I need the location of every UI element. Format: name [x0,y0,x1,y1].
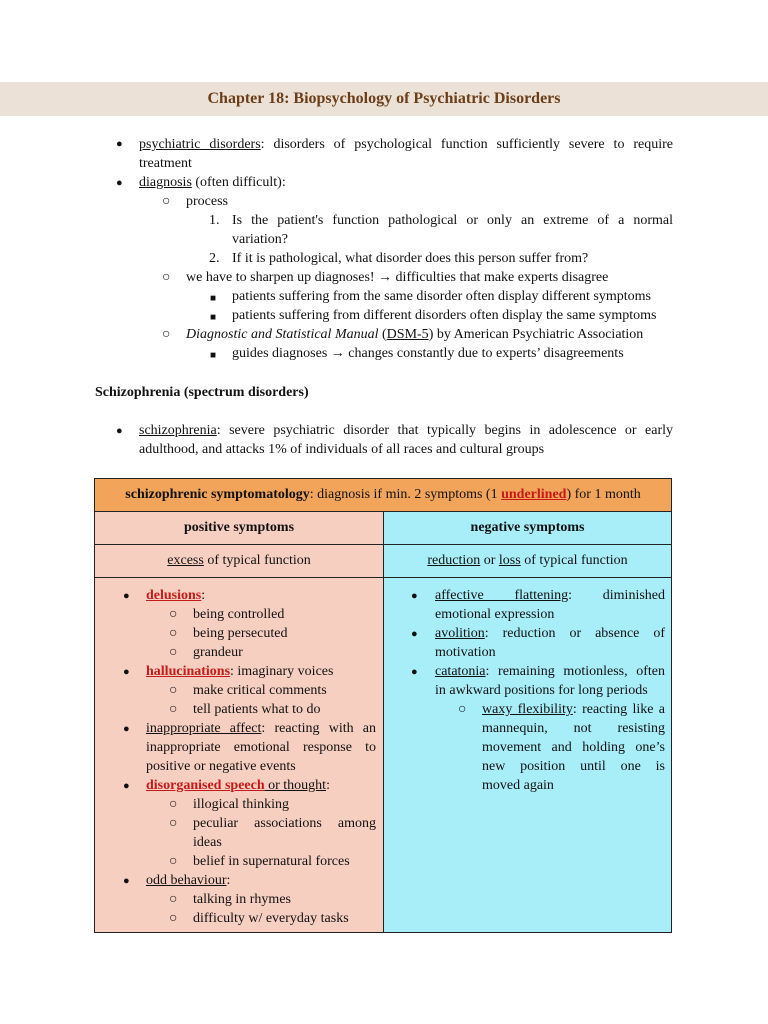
disorganised-supernatural: belief in supernatural forces [193,854,350,869]
reduction-term: reduction [427,553,481,568]
negative-subtitle-rest: of typical function [520,553,628,568]
chapter-title: Chapter 18: Biopsychology of Psychiatric Disorders [207,90,561,107]
symptom-inappropriate-affect [146,719,376,738]
list-item-diagnosis [139,173,286,192]
symptom-catatonia [435,662,665,681]
bullet-disc: ● [116,425,123,437]
negative-symptoms-title: negative symptoms [383,511,672,545]
hallucination-instructions: tell patients what to do [193,702,321,717]
dsm-publisher: ) by American Psychiatric Association [428,327,644,342]
delusion-grandeur: grandeur [193,645,243,660]
symptom-table [94,478,672,933]
waxy-line4: new position until one is [482,759,665,774]
waxy-line3: movement and holding one’s [482,740,665,755]
dsm-paren: ( [378,327,387,342]
term-psychiatric-disorders: psychiatric disorders [139,137,261,152]
bullet-circle: ○ [169,626,178,641]
avolition-desc: : reduction or absence of [484,626,665,641]
catatonia-cont: in awkward positions for long periods [435,683,648,698]
header-underlined-note: underlined [501,487,567,502]
sub-sub-item-dsm-guides: guides diagnoses → changes constantly due to experts’ disagreements [232,346,624,361]
positive-symptoms-cell [94,577,384,933]
bullet-circle: ○ [169,702,178,717]
or-thought-term: or thought [264,778,327,793]
positive-symptoms-title: positive symptoms [94,511,384,545]
chapter-header-bar [0,82,768,116]
term-diagnosis: diagnosis [139,175,192,190]
waxy-flexibility-desc: : reacting like a [572,702,665,717]
symptom-hallucinations [146,662,333,681]
inappropriate-affect-term: inappropriate affect [146,721,262,736]
negative-subtitle [383,544,672,578]
disorganised-associations: peculiar associations among [193,816,376,831]
symptom-odd-behaviour [146,871,230,890]
numbered-item-1-cont: variation? [232,232,288,247]
number-1: 1. [209,213,220,228]
header-criteria: : diagnosis if min. 2 symptoms (1 [309,487,502,502]
bullet-disc: ● [116,138,123,150]
list-item-schizophrenia [139,421,673,440]
definition-continuation: treatment [139,156,192,171]
positive-subtitle-rest: of typical function [203,553,311,568]
waxy-flexibility-term: waxy flexibility [482,702,573,717]
definition-text: : disorders of psychological function sufficiently severe to require [260,137,673,152]
or-word: or [480,553,499,568]
excess-term: excess [167,553,204,568]
loss-term: loss [498,553,521,568]
bullet-circle: ○ [169,645,178,660]
avolition-term: avolition [435,626,485,641]
bullet-circle: ○ [169,854,178,869]
bullet-square: ■ [210,312,217,323]
waxy-line2: mannequin, not resisting [482,721,665,736]
disorganised-associations-cont: ideas [193,835,222,850]
sub-item-process: process [186,194,228,209]
delusion-controlled: being controlled [193,607,285,622]
negative-symptoms-cell [383,577,672,933]
table-header [94,478,672,512]
colon: : [326,778,330,793]
catatonia-term: catatonia [435,664,486,679]
affective-flattening-desc: : diminished [568,588,665,603]
odd-behaviour-term: odd behaviour [146,873,227,888]
section-heading-schizophrenia: Schizophrenia (spectrum disorders) [95,385,309,400]
catatonia-desc: : remaining motionless, often [485,664,665,679]
schizophrenia-definition-cont: adulthood, and attacks 1% of individuals of all races and cultural groups [139,442,545,457]
colon: : [226,873,231,888]
hallucination-critical: make critical comments [193,683,327,698]
bullet-circle: ○ [169,892,178,907]
disorganised-speech-term: disorganised speech [146,778,265,793]
numbered-item-2: If it is pathological, what disorder does this person suffer from? [232,251,589,266]
delusion-persecuted: being persecuted [193,626,288,641]
bullet-square: ■ [210,350,217,361]
bullet-disc: ● [123,723,130,735]
bullet-disc: ● [123,875,130,887]
header-duration: ) for 1 month [566,487,641,502]
bullet-disc: ● [123,590,130,602]
inappropriate-affect-line3: positive or negative events [146,759,296,774]
numbered-item-1: Is the patient's function pathological or only an extreme of a normal [232,213,673,228]
catatonia-waxy-flexibility [482,700,665,719]
inappropriate-affect-desc: : reacting with an [261,721,376,736]
diagnosis-note: (often difficult): [191,175,286,190]
bullet-circle: ○ [169,816,178,831]
term-schizophrenia: schizophrenia [139,423,217,438]
bullet-circle: ○ [458,702,467,717]
inappropriate-affect-line2: inappropriate emotional response to [146,740,376,755]
sub-sub-item-different-disorders: patients suffering from different disorders often display the same symptoms [232,308,657,323]
bullet-square: ■ [210,293,217,304]
schizophrenia-definition: : severe psychiatric disorder that typically begins in adolescence or early [216,423,673,438]
number-2: 2. [209,251,220,266]
bullet-circle: ○ [169,607,178,622]
colon: : [201,588,206,603]
waxy-line5: moved again [482,778,554,793]
bullet-circle: ○ [162,327,171,342]
dsm-abbreviation: DSM-5 [386,327,429,342]
sub-item-dsm [186,325,643,344]
symptom-avolition [435,624,665,643]
bullet-disc: ● [116,177,123,189]
affective-flattening-term: affective flattening [435,588,569,603]
header-term: schizophrenic symptomatology [125,487,310,502]
positive-subtitle [94,544,384,578]
bullet-circle: ○ [162,270,171,285]
odd-rhymes: talking in rhymes [193,892,291,907]
bullet-circle: ○ [169,683,178,698]
bullet-disc: ● [411,628,418,640]
symptom-disorganised-speech [146,776,330,795]
bullet-disc: ● [411,590,418,602]
bullet-circle: ○ [169,797,178,812]
disorganised-illogical: illogical thinking [193,797,290,812]
delusions-term: delusions [146,588,202,603]
hallucinations-desc: : imaginary voices [230,664,334,679]
symptom-affective-flattening [435,586,665,605]
bullet-disc: ● [123,666,130,678]
bullet-circle: ○ [169,911,178,926]
affective-flattening-cont: emotional expression [435,607,555,622]
list-item-psychiatric-disorders [139,135,673,154]
sub-sub-item-same-disorder: patients suffering from the same disorder often display different symptoms [232,289,652,304]
bullet-disc: ● [123,780,130,792]
bullet-disc: ● [411,666,418,678]
sub-item-sharpen: we have to sharpen up diagnoses! → difficulties that make experts disagree [186,270,609,285]
bullet-circle: ○ [162,194,171,209]
avolition-cont: motivation [435,645,496,660]
odd-everyday-tasks: difficulty w/ everyday tasks [193,911,349,926]
hallucinations-term: hallucinations [146,664,231,679]
symptom-delusions [146,586,205,605]
dsm-title: Diagnostic and Statistical Manual [186,327,379,342]
